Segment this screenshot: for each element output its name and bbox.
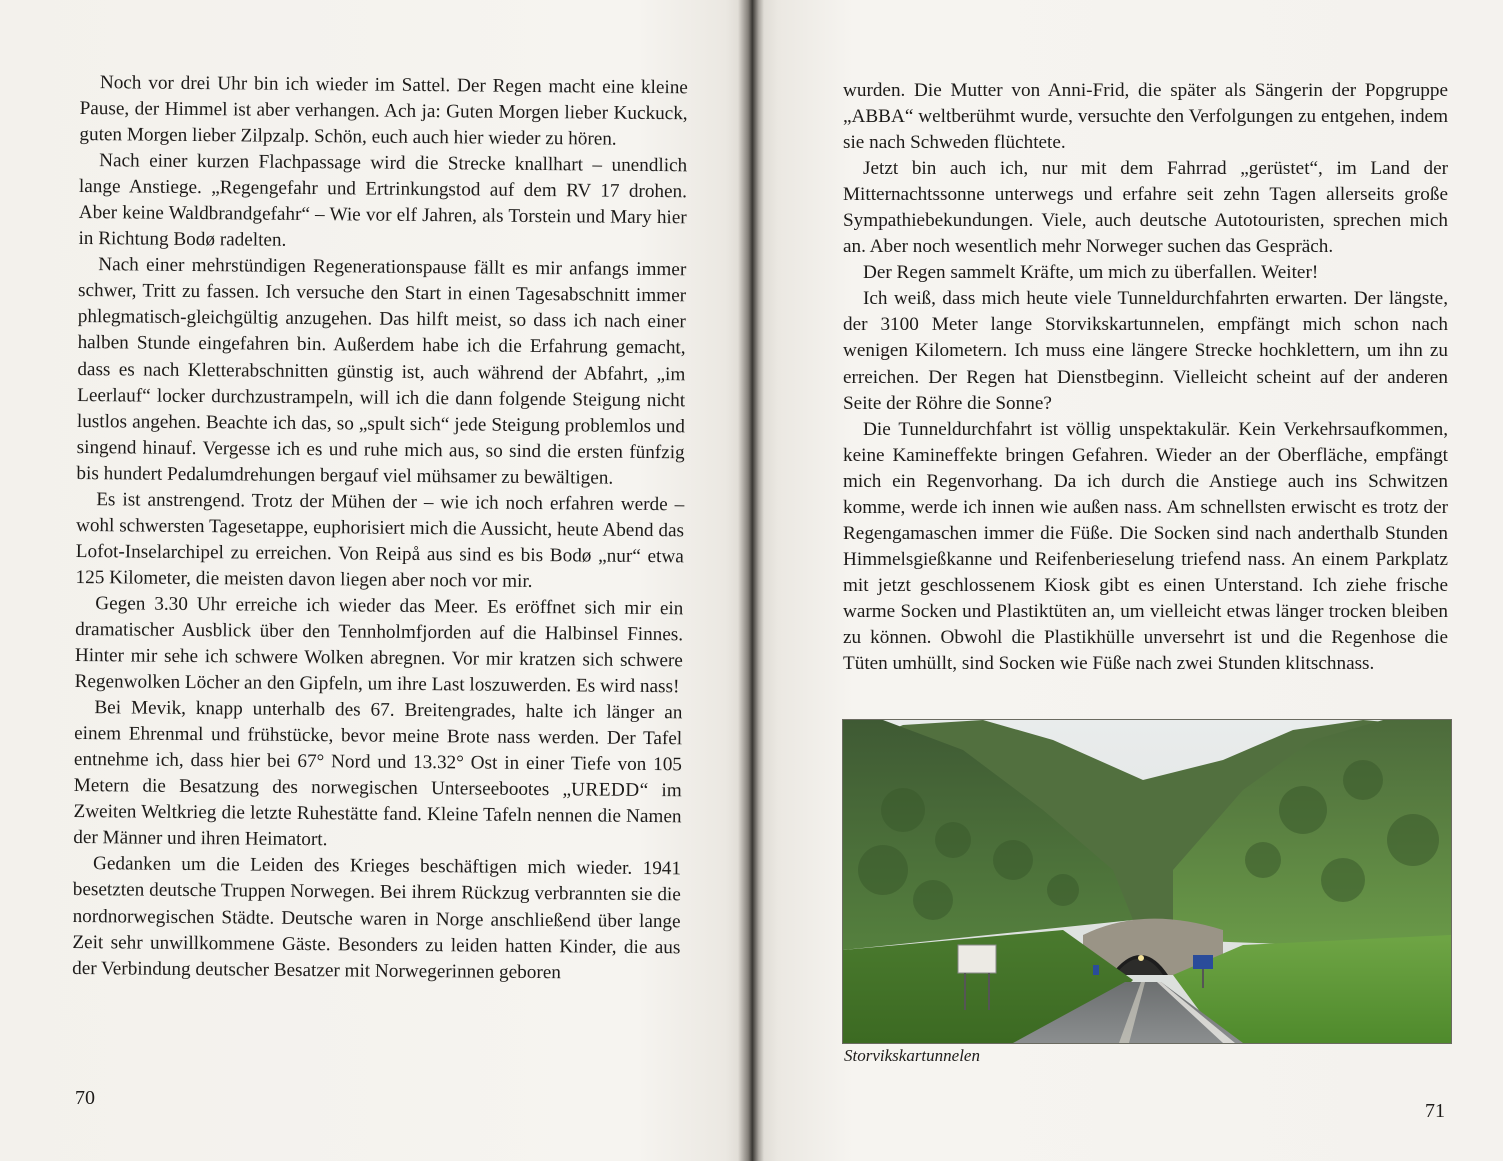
paragraph — [73, 695, 682, 857]
paragraph: Ich weiß, dass mich heute viele Tunneldurchfahrten erwarten. Der längste, der 3100 Meter lange Storvikskartunnelen, empfängt mich schon nach wenigen Kilometern. Ich muss eine längere Strecke hochklettern, um ihn zu erreichen. Der Regen hat Dienstbeginn. Vielleicht scheint auf der anderen Seite der Röhre die Sonne? — [843, 288, 1448, 414]
paragraph: Die Tunneldurchfahrt ist völlig unspektakulär. Kein Verkehrsaufkommen, keine Kamineffekte bringen Gefahren. Wieder an der Oberfläche, empfängt mich ein Regenvorhang. Da ich durch die Anstiege auch ins Schwitzen komme, werde ich innen wie außen nass. Am schnellsten erwischt es trotz der Regengamaschen immer die Füße. Die Socken sind nach anderthalb Stunden Himmelsgießkanne und Reifenberieselung triefend nass. An einem Parkplatz mit jetzt geschlossenem Kiosk gibt es einen Unterstand. Ich ziehe frische warme Socken und Plastiktüten an, um vielleicht etwas länger trocken bleiben zu können. Obwohl die Plastikhülle unversehrt ist und die Regenhose die Tüten umhüllt, sind Socken wie Füße nach zwei Stunden klitschnass. — [843, 418, 1448, 675]
paragraph: Gegen 3.30 Uhr erreiche ich wieder das Meer. Es eröffnet sich mir ein dramatischer Ausblick über den Tennholmfjorden auf die Halbinsel Finnes. Hinter mir sehe ich schwere Wolken abregnen. Vor mir kratzen sich schwere Regenwolken Löcher an den Gipfeln, um ihre Last loszuwerden. Es wird nass! — [74, 593, 684, 698]
paragraph: Noch vor drei Uhr bin ich wieder im Sattel. Der Regen macht eine kleine Pause, der Himmel ist aber verhangen. Ach ja: Guten Morgen lieber Kuckuck, guten Morgen lieber Zilpzalp. Schön, euch auch hier wieder zu hören. — [79, 72, 688, 150]
left-page-text — [72, 70, 688, 987]
paragraph: Gedanken um die Leiden des Krieges beschäftigen mich wieder. 1941 besetzten deutsche Truppen Norwegen. Bei ihrem Rückzug verbrannten sie die nordnorwegischen Städte. Deutsche waren in Norge anschließend über lange Zeit sehr unwillkommene Gäste. Besonders zu leiden hatten Kinder, die aus der Verbindung deutscher Besatzer mit Norwegerinnen geboren — [72, 853, 682, 983]
paragraph: wurden. Die Mutter von Anni-Frid, die später als Sängerin der Popgruppe „ABBA“ weltberühmt wurde, versuchte den Verfolgungen zu entgehen, indem sie nach Schweden flüchtete. — [843, 80, 1448, 154]
right-page-text — [843, 78, 1448, 677]
left-page — [0, 0, 748, 1161]
paragraph: Nach einer kurzen Flachpassage wird die Strecke knallhart – unendlich lange Anstiege. „Regengefahr und Ertrinkungstod auf dem RV 17 drohen. Aber keine Waldbrandgefahr“ – Wie vor elf Jahren, als Torstein und Mary hier in Richtung Bodø radelten. — [78, 150, 688, 252]
page-number-left: 70 — [75, 1087, 95, 1109]
paragraph-text-after: “ im Zweiten Weltkrieg die letzte Ruhestätte fand. Kleine Tafeln nennen die Namen der Männer und ihren Heimatort. — [73, 780, 682, 851]
submarine-name: UREDD — [571, 779, 640, 802]
paragraph: Jetzt bin auch ich, nur mit dem Fahrrad „gerüstet“, im Land der Mitternachtssonne unterwegs und erfahre seit zehn Tagen allerseits große Sympathiebekundungen. Viele, auch deutsche Autotouristen, sprechen mich an. Aber noch wesentlich mehr Norweger suchen das Gespräch. — [843, 158, 1448, 258]
figure-caption: Storvikskartunnelen — [844, 1046, 980, 1065]
paragraph: Es ist anstrengend. Trotz der Mühen der – wie ich noch erfahren werde – wohl schwersten Tagesetappe, euphorisiert mich die Aussicht, heute Abend das Lofot-Inselarchipel zu erreichen. Von Reipå aus sind es bis Bodø „nur“ etwa 125 Kilometer, die meisten davon liegen aber noch vor mir. — [75, 488, 685, 592]
paragraph-text: Bei Mevik, knapp unterhalb des 67. Breitengrades, halte ich länger an einem Ehrenmal und frühstücke, bevor meine Brote nass werden. Der Tafel entnehme ich, dass hier bei 67° Nord und 13.32° Ost in einer Tiefe von 105 Metern die Besatzung des norwegischen Unterseebootes „ — [73, 697, 683, 801]
book-gutter — [738, 0, 764, 1161]
right-page — [748, 0, 1503, 1161]
paragraph: Nach einer mehrstündigen Regenerationspause fällt es mir anfangs immer schwer, Tritt zu fassen. Ich versuche den Start in einen Tagesabschnitt immer phlegmatisch-gleichgültig anzugehen. Das hilft meist, so dass ich nach einer halben Stunde eingefahren bin. Außerdem habe ich die Erfahrung gemacht, dass es nach Kletterabschnitten günstig ist, auch während der Abfahrt, „im Leerlauf“ locker durchzustrampeln, will ich die dann folgende Steigung nicht lustlos angehen. Beachte ich das, so „spult sich“ jede Steigung problemlos und singend hinauf. Vergesse ich es und ruhe mich aus, so sind die ersten fünfzig bis hundert Pedalumdrehungen bergauf viel mühsamer zu bewältigen. — [76, 254, 687, 489]
tunnel-photo — [842, 719, 1452, 1044]
page-number-right: 71 — [1425, 1100, 1445, 1122]
paragraph: Der Regen sammelt Kräfte, um mich zu überfallen. Weiter! — [863, 262, 1319, 284]
